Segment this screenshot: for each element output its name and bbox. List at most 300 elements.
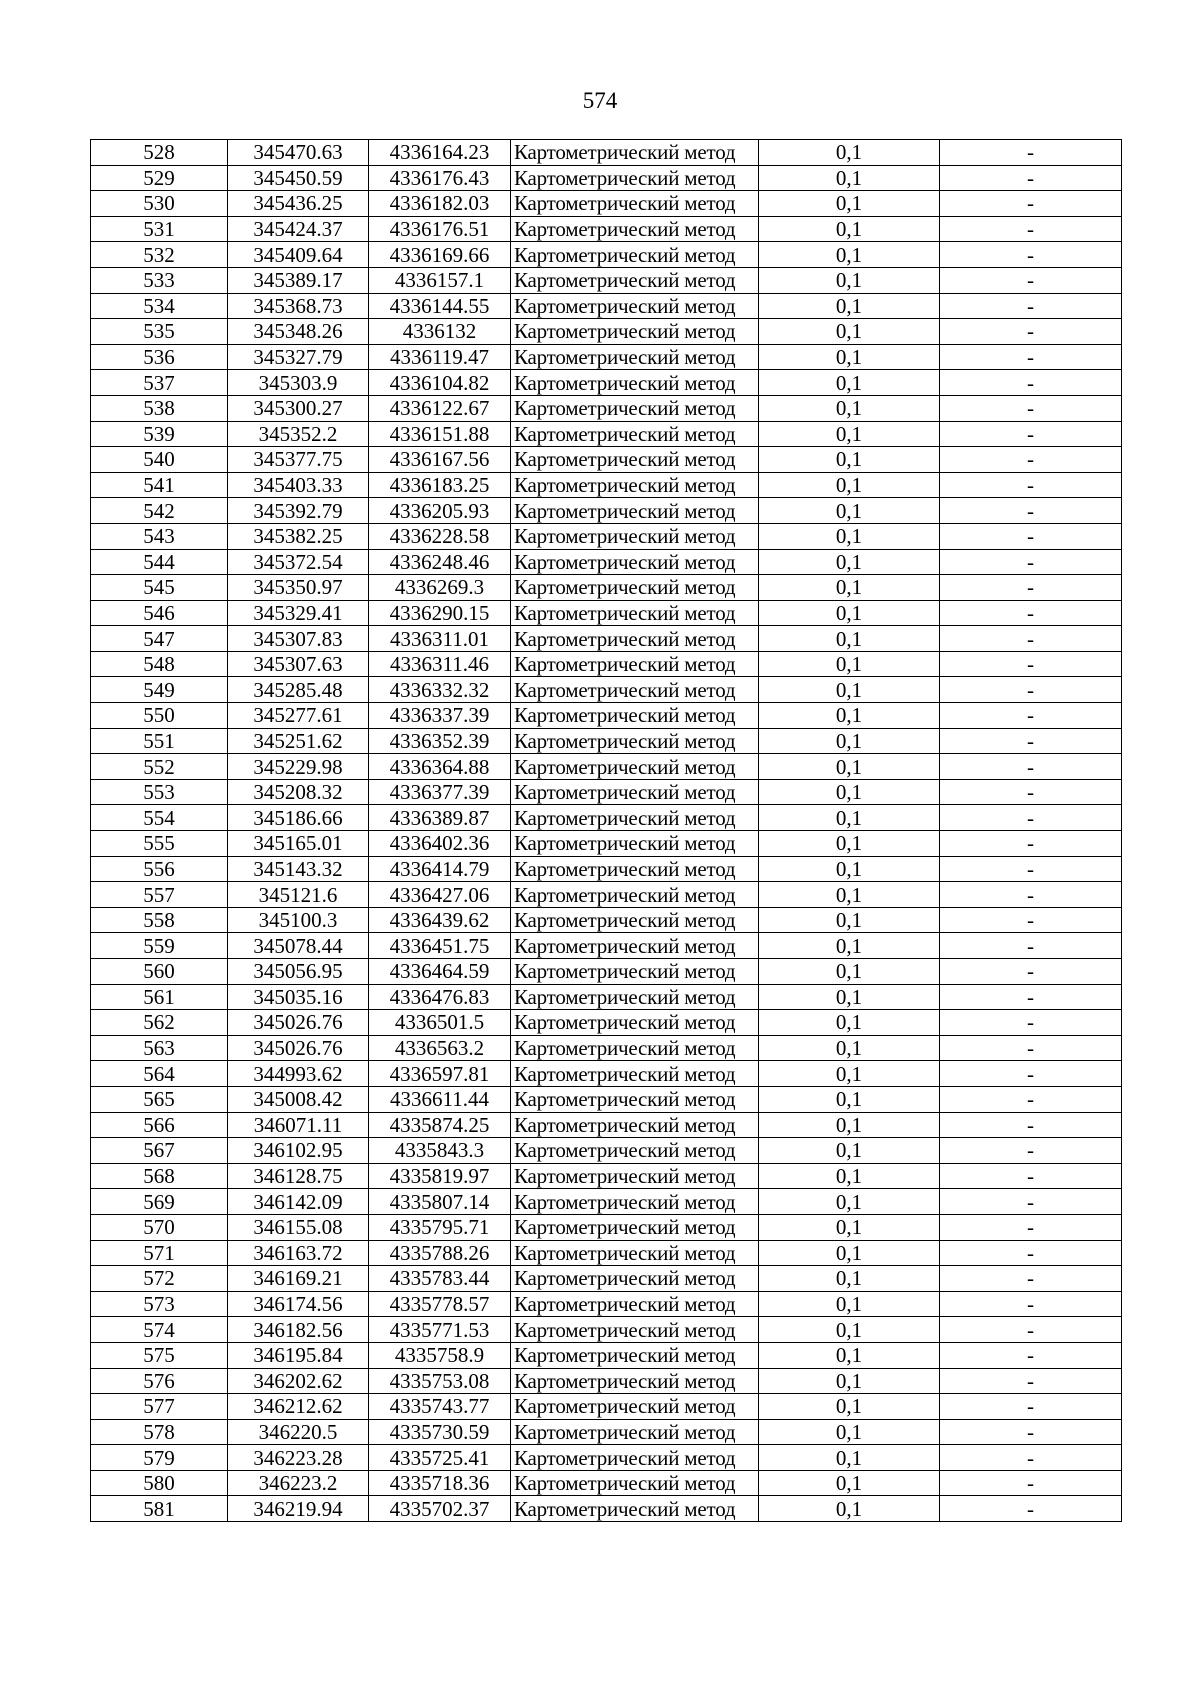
- accuracy-cell: 0,1: [759, 831, 940, 857]
- y-coordinate-cell: 4336164.23: [369, 140, 511, 166]
- x-coordinate-cell: 345470.63: [228, 140, 369, 166]
- point-number-cell: 539: [91, 421, 228, 447]
- method-cell: Картометрический метод: [511, 1419, 759, 1445]
- x-coordinate-cell: 346182.56: [228, 1317, 369, 1343]
- table-row: [91, 626, 1122, 652]
- accuracy-cell: 0,1: [759, 703, 940, 729]
- description-cell: -: [940, 1419, 1122, 1445]
- point-number-cell: 576: [91, 1368, 228, 1394]
- description-cell: -: [940, 600, 1122, 626]
- accuracy-cell: 0,1: [759, 933, 940, 959]
- method-cell: Картометрический метод: [511, 1342, 759, 1368]
- accuracy-cell: 0,1: [759, 779, 940, 805]
- y-coordinate-cell: 4335771.53: [369, 1317, 511, 1343]
- table-row: [91, 703, 1122, 729]
- accuracy-cell: 0,1: [759, 856, 940, 882]
- description-cell: -: [940, 242, 1122, 268]
- page-number: 574: [582, 88, 618, 113]
- accuracy-cell: 0,1: [759, 370, 940, 396]
- y-coordinate-cell: 4336611.44: [369, 1086, 511, 1112]
- method-cell: Картометрический метод: [511, 216, 759, 242]
- y-coordinate-cell: 4336451.75: [369, 933, 511, 959]
- x-coordinate-cell: 346223.2: [228, 1470, 369, 1496]
- y-coordinate-cell: 4336563.2: [369, 1035, 511, 1061]
- x-coordinate-cell: 345300.27: [228, 395, 369, 421]
- x-coordinate-cell: 345100.3: [228, 907, 369, 933]
- accuracy-cell: 0,1: [759, 754, 940, 780]
- accuracy-cell: 0,1: [759, 1240, 940, 1266]
- point-number-cell: 563: [91, 1035, 228, 1061]
- point-number-cell: 535: [91, 319, 228, 345]
- y-coordinate-cell: 4336132: [369, 319, 511, 345]
- x-coordinate-cell: 346223.28: [228, 1445, 369, 1471]
- description-cell: -: [940, 856, 1122, 882]
- accuracy-cell: 0,1: [759, 1419, 940, 1445]
- x-coordinate-cell: 345303.9: [228, 370, 369, 396]
- description-cell: -: [940, 498, 1122, 524]
- method-cell: Картометрический метод: [511, 344, 759, 370]
- x-coordinate-cell: 345368.73: [228, 293, 369, 319]
- point-number-cell: 529: [91, 165, 228, 191]
- accuracy-cell: 0,1: [759, 549, 940, 575]
- method-cell: Картометрический метод: [511, 1010, 759, 1036]
- y-coordinate-cell: 4335758.9: [369, 1342, 511, 1368]
- method-cell: Картометрический метод: [511, 165, 759, 191]
- y-coordinate-cell: 4336427.06: [369, 882, 511, 908]
- table-row: [91, 1163, 1122, 1189]
- point-number-cell: 551: [91, 728, 228, 754]
- description-cell: -: [940, 1496, 1122, 1522]
- x-coordinate-cell: 345350.97: [228, 575, 369, 601]
- point-number-cell: 540: [91, 447, 228, 473]
- x-coordinate-cell: 345078.44: [228, 933, 369, 959]
- accuracy-cell: 0,1: [759, 216, 940, 242]
- y-coordinate-cell: 4335743.77: [369, 1394, 511, 1420]
- y-coordinate-cell: 4336176.51: [369, 216, 511, 242]
- accuracy-cell: 0,1: [759, 1010, 940, 1036]
- y-coordinate-cell: 4336501.5: [369, 1010, 511, 1036]
- accuracy-cell: 0,1: [759, 1266, 940, 1292]
- accuracy-cell: 0,1: [759, 1035, 940, 1061]
- x-coordinate-cell: 345121.6: [228, 882, 369, 908]
- accuracy-cell: 0,1: [759, 626, 940, 652]
- x-coordinate-cell: 345450.59: [228, 165, 369, 191]
- accuracy-cell: 0,1: [759, 1189, 940, 1215]
- table-row: [91, 1470, 1122, 1496]
- x-coordinate-cell: 345056.95: [228, 959, 369, 985]
- table-row: [91, 140, 1122, 166]
- description-cell: -: [940, 216, 1122, 242]
- method-cell: Картометрический метод: [511, 1394, 759, 1420]
- x-coordinate-cell: 346142.09: [228, 1189, 369, 1215]
- description-cell: -: [940, 523, 1122, 549]
- y-coordinate-cell: 4336167.56: [369, 447, 511, 473]
- method-cell: Картометрический метод: [511, 1445, 759, 1471]
- method-cell: Картометрический метод: [511, 1214, 759, 1240]
- x-coordinate-cell: 345389.17: [228, 267, 369, 293]
- table-row: [91, 1112, 1122, 1138]
- accuracy-cell: 0,1: [759, 140, 940, 166]
- table-row: [91, 191, 1122, 217]
- y-coordinate-cell: 4335730.59: [369, 1419, 511, 1445]
- accuracy-cell: 0,1: [759, 677, 940, 703]
- x-coordinate-cell: 345348.26: [228, 319, 369, 345]
- accuracy-cell: 0,1: [759, 1086, 940, 1112]
- point-number-cell: 549: [91, 677, 228, 703]
- table-row: [91, 1035, 1122, 1061]
- table-row: [91, 1496, 1122, 1522]
- description-cell: -: [940, 1010, 1122, 1036]
- y-coordinate-cell: 4335874.25: [369, 1112, 511, 1138]
- table-row: [91, 1394, 1122, 1420]
- accuracy-cell: 0,1: [759, 523, 940, 549]
- point-number-cell: 550: [91, 703, 228, 729]
- description-cell: -: [940, 703, 1122, 729]
- description-cell: -: [940, 1138, 1122, 1164]
- y-coordinate-cell: 4336337.39: [369, 703, 511, 729]
- description-cell: -: [940, 1368, 1122, 1394]
- y-coordinate-cell: 4335718.36: [369, 1470, 511, 1496]
- table-row: [91, 1061, 1122, 1087]
- method-cell: Картометрический метод: [511, 626, 759, 652]
- description-cell: -: [940, 754, 1122, 780]
- accuracy-cell: 0,1: [759, 882, 940, 908]
- y-coordinate-cell: 4336439.62: [369, 907, 511, 933]
- table-row: [91, 395, 1122, 421]
- y-coordinate-cell: 4336176.43: [369, 165, 511, 191]
- table-row: [91, 421, 1122, 447]
- x-coordinate-cell: 345372.54: [228, 549, 369, 575]
- y-coordinate-cell: 4336248.46: [369, 549, 511, 575]
- description-cell: -: [940, 651, 1122, 677]
- x-coordinate-cell: 346169.21: [228, 1266, 369, 1292]
- accuracy-cell: 0,1: [759, 498, 940, 524]
- method-cell: Картометрический метод: [511, 549, 759, 575]
- coordinates-table: [90, 139, 1122, 1522]
- point-number-cell: 555: [91, 831, 228, 857]
- x-coordinate-cell: 345186.66: [228, 805, 369, 831]
- table-row: [91, 498, 1122, 524]
- y-coordinate-cell: 4336169.66: [369, 242, 511, 268]
- x-coordinate-cell: 345285.48: [228, 677, 369, 703]
- accuracy-cell: 0,1: [759, 267, 940, 293]
- method-cell: Картометрический метод: [511, 703, 759, 729]
- y-coordinate-cell: 4336104.82: [369, 370, 511, 396]
- x-coordinate-cell: 346174.56: [228, 1291, 369, 1317]
- description-cell: -: [940, 831, 1122, 857]
- accuracy-cell: 0,1: [759, 242, 940, 268]
- table-row: [91, 575, 1122, 601]
- point-number-cell: 568: [91, 1163, 228, 1189]
- description-cell: -: [940, 140, 1122, 166]
- method-cell: Картометрический метод: [511, 191, 759, 217]
- y-coordinate-cell: 4336389.87: [369, 805, 511, 831]
- x-coordinate-cell: 345382.25: [228, 523, 369, 549]
- x-coordinate-cell: 345143.32: [228, 856, 369, 882]
- y-coordinate-cell: 4336290.15: [369, 600, 511, 626]
- table-row: [91, 1240, 1122, 1266]
- method-cell: Картометрический метод: [511, 370, 759, 396]
- x-coordinate-cell: 346202.62: [228, 1368, 369, 1394]
- x-coordinate-cell: 345377.75: [228, 447, 369, 473]
- accuracy-cell: 0,1: [759, 293, 940, 319]
- description-cell: -: [940, 267, 1122, 293]
- point-number-cell: 580: [91, 1470, 228, 1496]
- table-row: [91, 677, 1122, 703]
- table-row: [91, 293, 1122, 319]
- y-coordinate-cell: 4335753.08: [369, 1368, 511, 1394]
- table-row: [91, 1138, 1122, 1164]
- x-coordinate-cell: 345392.79: [228, 498, 369, 524]
- y-coordinate-cell: 4336269.3: [369, 575, 511, 601]
- description-cell: -: [940, 344, 1122, 370]
- x-coordinate-cell: 345208.32: [228, 779, 369, 805]
- description-cell: -: [940, 1214, 1122, 1240]
- accuracy-cell: 0,1: [759, 1061, 940, 1087]
- method-cell: Картометрический метод: [511, 1086, 759, 1112]
- x-coordinate-cell: 345424.37: [228, 216, 369, 242]
- x-coordinate-cell: 345035.16: [228, 984, 369, 1010]
- point-number-cell: 556: [91, 856, 228, 882]
- method-cell: Картометрический метод: [511, 1291, 759, 1317]
- x-coordinate-cell: 346163.72: [228, 1240, 369, 1266]
- point-number-cell: 559: [91, 933, 228, 959]
- point-number-cell: 569: [91, 1189, 228, 1215]
- description-cell: -: [940, 1086, 1122, 1112]
- x-coordinate-cell: 345329.41: [228, 600, 369, 626]
- x-coordinate-cell: 345307.63: [228, 651, 369, 677]
- y-coordinate-cell: 4336228.58: [369, 523, 511, 549]
- description-cell: -: [940, 728, 1122, 754]
- description-cell: -: [940, 1266, 1122, 1292]
- method-cell: Картометрический метод: [511, 600, 759, 626]
- method-cell: Картометрический метод: [511, 267, 759, 293]
- y-coordinate-cell: 4336332.32: [369, 677, 511, 703]
- y-coordinate-cell: 4336377.39: [369, 779, 511, 805]
- description-cell: -: [940, 1189, 1122, 1215]
- y-coordinate-cell: 4336414.79: [369, 856, 511, 882]
- method-cell: Картометрический метод: [511, 319, 759, 345]
- description-cell: -: [940, 395, 1122, 421]
- y-coordinate-cell: 4336157.1: [369, 267, 511, 293]
- description-cell: -: [940, 319, 1122, 345]
- x-coordinate-cell: 345409.64: [228, 242, 369, 268]
- description-cell: -: [940, 882, 1122, 908]
- table-row: [91, 907, 1122, 933]
- table-row: [91, 1010, 1122, 1036]
- accuracy-cell: 0,1: [759, 319, 940, 345]
- point-number-cell: 560: [91, 959, 228, 985]
- table-row: [91, 1266, 1122, 1292]
- table-row: [91, 933, 1122, 959]
- point-number-cell: 557: [91, 882, 228, 908]
- accuracy-cell: 0,1: [759, 907, 940, 933]
- description-cell: -: [940, 907, 1122, 933]
- method-cell: Картометрический метод: [511, 779, 759, 805]
- point-number-cell: 553: [91, 779, 228, 805]
- description-cell: -: [940, 1240, 1122, 1266]
- table-row: [91, 447, 1122, 473]
- point-number-cell: 532: [91, 242, 228, 268]
- description-cell: -: [940, 472, 1122, 498]
- table-row: [91, 651, 1122, 677]
- method-cell: Картометрический метод: [511, 754, 759, 780]
- y-coordinate-cell: 4335819.97: [369, 1163, 511, 1189]
- point-number-cell: 536: [91, 344, 228, 370]
- y-coordinate-cell: 4335788.26: [369, 1240, 511, 1266]
- description-cell: -: [940, 677, 1122, 703]
- table-row: [91, 805, 1122, 831]
- description-cell: -: [940, 1291, 1122, 1317]
- table-row: [91, 267, 1122, 293]
- x-coordinate-cell: 346128.75: [228, 1163, 369, 1189]
- point-number-cell: 579: [91, 1445, 228, 1471]
- table-row: [91, 600, 1122, 626]
- coordinates-table-body: [91, 140, 1122, 1522]
- point-number-cell: 528: [91, 140, 228, 166]
- accuracy-cell: 0,1: [759, 1342, 940, 1368]
- x-coordinate-cell: 346102.95: [228, 1138, 369, 1164]
- table-row: [91, 549, 1122, 575]
- x-coordinate-cell: 345026.76: [228, 1010, 369, 1036]
- table-row: [91, 1368, 1122, 1394]
- y-coordinate-cell: 4336364.88: [369, 754, 511, 780]
- point-number-cell: 565: [91, 1086, 228, 1112]
- point-number-cell: 577: [91, 1394, 228, 1420]
- point-number-cell: 534: [91, 293, 228, 319]
- method-cell: Картометрический метод: [511, 959, 759, 985]
- description-cell: -: [940, 447, 1122, 473]
- table-row: [91, 1419, 1122, 1445]
- accuracy-cell: 0,1: [759, 1112, 940, 1138]
- point-number-cell: 544: [91, 549, 228, 575]
- description-cell: -: [940, 1470, 1122, 1496]
- x-coordinate-cell: 345307.83: [228, 626, 369, 652]
- method-cell: Картометрический метод: [511, 856, 759, 882]
- method-cell: Картометрический метод: [511, 831, 759, 857]
- y-coordinate-cell: 4335702.37: [369, 1496, 511, 1522]
- method-cell: Картометрический метод: [511, 677, 759, 703]
- x-coordinate-cell: 345403.33: [228, 472, 369, 498]
- description-cell: -: [940, 959, 1122, 985]
- accuracy-cell: 0,1: [759, 191, 940, 217]
- point-number-cell: 562: [91, 1010, 228, 1036]
- y-coordinate-cell: 4335783.44: [369, 1266, 511, 1292]
- description-cell: -: [940, 626, 1122, 652]
- table-row: [91, 882, 1122, 908]
- x-coordinate-cell: 344993.62: [228, 1061, 369, 1087]
- point-number-cell: 561: [91, 984, 228, 1010]
- table-row: [91, 216, 1122, 242]
- description-cell: -: [940, 165, 1122, 191]
- accuracy-cell: 0,1: [759, 805, 940, 831]
- method-cell: Картометрический метод: [511, 984, 759, 1010]
- description-cell: -: [940, 549, 1122, 575]
- x-coordinate-cell: 345352.2: [228, 421, 369, 447]
- point-number-cell: 574: [91, 1317, 228, 1343]
- method-cell: Картометрический метод: [511, 421, 759, 447]
- table-row: [91, 754, 1122, 780]
- y-coordinate-cell: 4336151.88: [369, 421, 511, 447]
- method-cell: Картометрический метод: [511, 242, 759, 268]
- point-number-cell: 570: [91, 1214, 228, 1240]
- table-row: [91, 1189, 1122, 1215]
- x-coordinate-cell: 345165.01: [228, 831, 369, 857]
- x-coordinate-cell: 346155.08: [228, 1214, 369, 1240]
- accuracy-cell: 0,1: [759, 1163, 940, 1189]
- y-coordinate-cell: 4336144.55: [369, 293, 511, 319]
- y-coordinate-cell: 4335807.14: [369, 1189, 511, 1215]
- point-number-cell: 530: [91, 191, 228, 217]
- method-cell: Картометрический метод: [511, 1163, 759, 1189]
- point-number-cell: 554: [91, 805, 228, 831]
- y-coordinate-cell: 4336122.67: [369, 395, 511, 421]
- x-coordinate-cell: 345327.79: [228, 344, 369, 370]
- table-row: [91, 984, 1122, 1010]
- accuracy-cell: 0,1: [759, 1214, 940, 1240]
- description-cell: -: [940, 575, 1122, 601]
- point-number-cell: 537: [91, 370, 228, 396]
- point-number-cell: 547: [91, 626, 228, 652]
- x-coordinate-cell: 345229.98: [228, 754, 369, 780]
- table-row: [91, 1342, 1122, 1368]
- x-coordinate-cell: 346071.11: [228, 1112, 369, 1138]
- y-coordinate-cell: 4336352.39: [369, 728, 511, 754]
- accuracy-cell: 0,1: [759, 165, 940, 191]
- x-coordinate-cell: 345026.76: [228, 1035, 369, 1061]
- x-coordinate-cell: 346220.5: [228, 1419, 369, 1445]
- method-cell: Картометрический метод: [511, 1138, 759, 1164]
- accuracy-cell: 0,1: [759, 344, 940, 370]
- table-row: [91, 472, 1122, 498]
- point-number-cell: 575: [91, 1342, 228, 1368]
- x-coordinate-cell: 345008.42: [228, 1086, 369, 1112]
- description-cell: -: [940, 984, 1122, 1010]
- method-cell: Картометрический метод: [511, 498, 759, 524]
- table-row: [91, 319, 1122, 345]
- point-number-cell: 578: [91, 1419, 228, 1445]
- description-cell: -: [940, 191, 1122, 217]
- x-coordinate-cell: 346212.62: [228, 1394, 369, 1420]
- y-coordinate-cell: 4335843.3: [369, 1138, 511, 1164]
- method-cell: Картометрический метод: [511, 523, 759, 549]
- point-number-cell: 552: [91, 754, 228, 780]
- point-number-cell: 542: [91, 498, 228, 524]
- accuracy-cell: 0,1: [759, 472, 940, 498]
- description-cell: -: [940, 370, 1122, 396]
- method-cell: Картометрический метод: [511, 293, 759, 319]
- y-coordinate-cell: 4336311.46: [369, 651, 511, 677]
- accuracy-cell: 0,1: [759, 421, 940, 447]
- accuracy-cell: 0,1: [759, 1138, 940, 1164]
- point-number-cell: 533: [91, 267, 228, 293]
- accuracy-cell: 0,1: [759, 1445, 940, 1471]
- table-row: [91, 728, 1122, 754]
- method-cell: Картометрический метод: [511, 447, 759, 473]
- y-coordinate-cell: 4335795.71: [369, 1214, 511, 1240]
- y-coordinate-cell: 4336476.83: [369, 984, 511, 1010]
- accuracy-cell: 0,1: [759, 395, 940, 421]
- accuracy-cell: 0,1: [759, 1291, 940, 1317]
- description-cell: -: [940, 779, 1122, 805]
- description-cell: -: [940, 421, 1122, 447]
- x-coordinate-cell: 345251.62: [228, 728, 369, 754]
- table-row: [91, 1291, 1122, 1317]
- description-cell: -: [940, 1394, 1122, 1420]
- description-cell: -: [940, 1035, 1122, 1061]
- accuracy-cell: 0,1: [759, 1317, 940, 1343]
- table-row: [91, 779, 1122, 805]
